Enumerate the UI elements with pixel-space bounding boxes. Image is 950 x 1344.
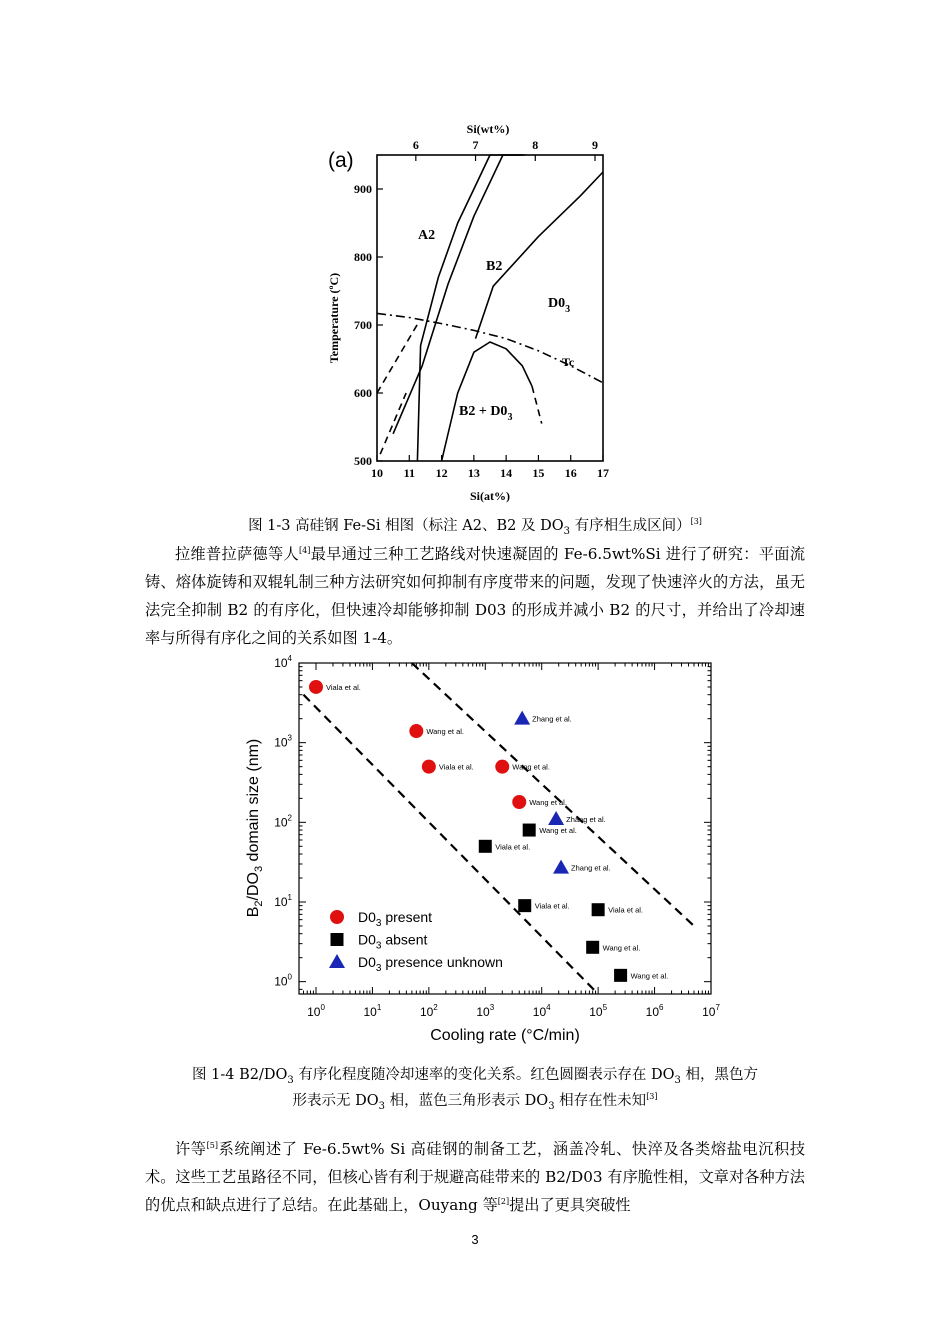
caption-line-1: [145, 1062, 805, 1088]
caption-subscript: 3: [548, 1100, 555, 1112]
marker-square: [331, 933, 344, 946]
x-tick-label: $10^5$: [589, 1003, 608, 1019]
legend-label: $D0_3$ presence unknown: [358, 954, 503, 974]
caption-subscript: 3: [563, 525, 570, 537]
top-tick-label: 7: [472, 138, 479, 152]
x-tick-label: $10^7$: [702, 1003, 720, 1019]
phase-boundary-line: [380, 393, 406, 454]
citation-ref: [5]: [206, 1140, 218, 1150]
paragraph-text: 最早通过三种工艺路线对快速凝固的 Fe-6.5wt%Si 进行了研究：平面流铸、熔体旋铸和双辊轧制三种方法研究如何抑制有序度带来的问题，发现了快速淬火的方法，虽无法完全抑制 B2 的有序化，但快速冷却能够抑制 D03 的形成并减小 B2 的尺寸，并给出了冷却速率与所得有序化之间的关系如图 1-4。: [145, 545, 806, 647]
point-label: Zhang et al.: [566, 815, 606, 825]
phase-label-do3: $D0_3$: [548, 296, 571, 315]
point-label: Viala et al.: [534, 901, 570, 911]
phase-boundary-line: [377, 313, 603, 382]
caption-subscript: 3: [378, 1100, 385, 1112]
phase-boundary-line: [532, 386, 542, 423]
x-tick-label: $10^0$: [307, 1003, 325, 1019]
marker-circle: [512, 795, 526, 809]
caption-text: 相，黑色方: [680, 1067, 758, 1083]
y-tick-label: 800: [354, 250, 372, 264]
point-label: Viala et al.: [325, 682, 361, 692]
citation-ref: [3]: [690, 517, 702, 527]
body-paragraph-2: [145, 1135, 805, 1219]
phase-label-tc: Tc: [562, 355, 575, 369]
x-tick-label: 16: [564, 466, 577, 480]
x-tick-label: 10: [371, 466, 383, 480]
x-tick-label: $10^1$: [363, 1003, 382, 1019]
x-tick-label: $10^2$: [419, 1003, 438, 1019]
marker-circle: [330, 910, 344, 924]
paragraph-text: 提出了更具突破性: [509, 1196, 631, 1214]
phase-boundary-line: [442, 342, 532, 461]
point-label: Wang et al.: [426, 727, 465, 737]
marker-circle: [409, 724, 423, 738]
x-tick-label: 12: [435, 466, 448, 480]
axis-tick-labels: [354, 138, 609, 480]
caption-text: 图 1-3 高硅钢 Fe-Si 相图（标注 A2、B2 及 DO: [248, 518, 564, 534]
domain-size-chart: [235, 645, 735, 1055]
chart-legend: [329, 909, 503, 974]
y-tick-label: $10^1$: [274, 892, 292, 909]
marker-circle: [309, 680, 323, 694]
caption-text: 图 1-4 B2/DO: [192, 1067, 288, 1083]
x-tick-label: 14: [500, 466, 513, 480]
x-tick-label: 13: [467, 466, 480, 480]
y-tick-label: 900: [354, 182, 372, 196]
caption-text: 形表示无 DO: [292, 1093, 379, 1109]
phase-boundary-line: [476, 172, 604, 339]
top-tick-label: 8: [532, 138, 539, 152]
phase-boundary-line: [377, 322, 419, 393]
y-axis-title: Temperature (ºC): [327, 272, 341, 364]
guide-dashed-line: [412, 663, 694, 926]
marker-triangle: [548, 811, 564, 825]
point-label: Wang et al.: [630, 971, 669, 981]
point-label: Wang et al.: [512, 762, 550, 772]
x-tick-label: 17: [597, 466, 609, 480]
top-tick-label: 9: [592, 138, 599, 152]
marker-triangle: [553, 860, 569, 874]
y-tick-label: 600: [354, 386, 372, 400]
phase-label-a2: A2: [418, 228, 436, 243]
caption-subscript: 3: [674, 1074, 681, 1086]
citation-ref: [3]: [646, 1092, 658, 1102]
page-number: 3: [471, 1232, 479, 1247]
phase-label-b2-do3: $B2 + D0_3$: [459, 404, 513, 423]
y-tick-label: $10^2$: [274, 813, 292, 830]
x-tick-label: $10^6$: [645, 1003, 664, 1019]
y-tick-label: $10^0$: [274, 972, 292, 989]
x-tick-label: $10^3$: [476, 1003, 495, 1019]
x-tick-label: $10^4$: [532, 1003, 551, 1019]
phase-diagram-figure: [320, 115, 620, 505]
point-label: Zhang et al.: [532, 714, 572, 724]
legend-label: $D0_3$ present: [358, 909, 433, 929]
figure-1-4-caption: [145, 1062, 805, 1114]
marker-square: [592, 903, 605, 916]
figure-1-3-caption: [145, 513, 805, 539]
y-tick-label: 500: [354, 454, 372, 468]
caption-text: 相存在性未知: [554, 1093, 647, 1109]
x-axis-title: Cooling rate (°C/min): [430, 1027, 580, 1044]
marker-circle: [495, 760, 509, 774]
body-paragraph-1: [145, 540, 805, 652]
caption-line-2: [145, 1088, 805, 1114]
phase-boundary-line: [393, 155, 525, 434]
y-tick-label: $10^3$: [274, 733, 292, 750]
paragraph-text: 许等: [175, 1140, 207, 1158]
paragraph-text: 拉维普拉萨德等人: [175, 545, 300, 563]
point-label: Wang et al.: [529, 797, 567, 807]
top-axis-title: Si(wt%): [466, 122, 510, 136]
y-tick-label: $10^4$: [274, 654, 292, 670]
marker-square: [479, 840, 492, 853]
x-tick-label: 15: [532, 466, 545, 480]
marker-triangle: [514, 711, 530, 725]
point-label: Zhang et al.: [571, 863, 611, 873]
top-tick-label: 6: [412, 138, 419, 152]
y-axis-title: $B_2/DO_3$ domain size (nm): [245, 738, 265, 918]
marker-square: [518, 899, 531, 912]
marker-circle: [422, 760, 436, 774]
guide-dashed-line: [303, 695, 598, 994]
caption-text: 有序化程度随冷却速率的变化关系。红色圆圈表示存在 DO: [293, 1067, 675, 1083]
point-label: Wang et al.: [602, 943, 641, 953]
caption-subscript: 3: [287, 1074, 294, 1086]
caption-text: 相，蓝色三角形表示 DO: [384, 1093, 549, 1109]
legend-label: $D0_3$ absent: [358, 931, 428, 952]
marker-triangle: [329, 954, 345, 968]
point-label: Viala et al.: [495, 842, 531, 852]
y-tick-label: 700: [354, 318, 372, 332]
marker-square: [586, 941, 599, 954]
bottom-axis-title: Si(at%): [470, 489, 510, 503]
x-tick-label: 11: [403, 466, 415, 480]
citation-ref: [4]: [299, 545, 311, 555]
point-label: Wang et al.: [539, 826, 577, 836]
caption-text: 有序相生成区间）: [569, 518, 691, 534]
citation-ref: [2]: [497, 1196, 510, 1206]
marker-square: [614, 969, 627, 982]
panel-label: (a): [328, 149, 354, 172]
phase-label-b2: B2: [486, 259, 503, 274]
marker-square: [523, 824, 536, 837]
point-label: Viala et al.: [438, 762, 474, 772]
paragraph-text: 系统阐述了 Fe-6.5wt% Si 高硅钢的制备工艺，涵盖冷轧、快淬及各类熔盐电沉积技术。这些工艺虽路径不同，但核心皆有利于规避高硅带来的 B2/D03 有序脆性相，文章对各种方法的优点和缺点进行了总结。在此基础上，Ouyang 等: [145, 1140, 806, 1214]
point-label: Viala et al.: [608, 905, 644, 915]
